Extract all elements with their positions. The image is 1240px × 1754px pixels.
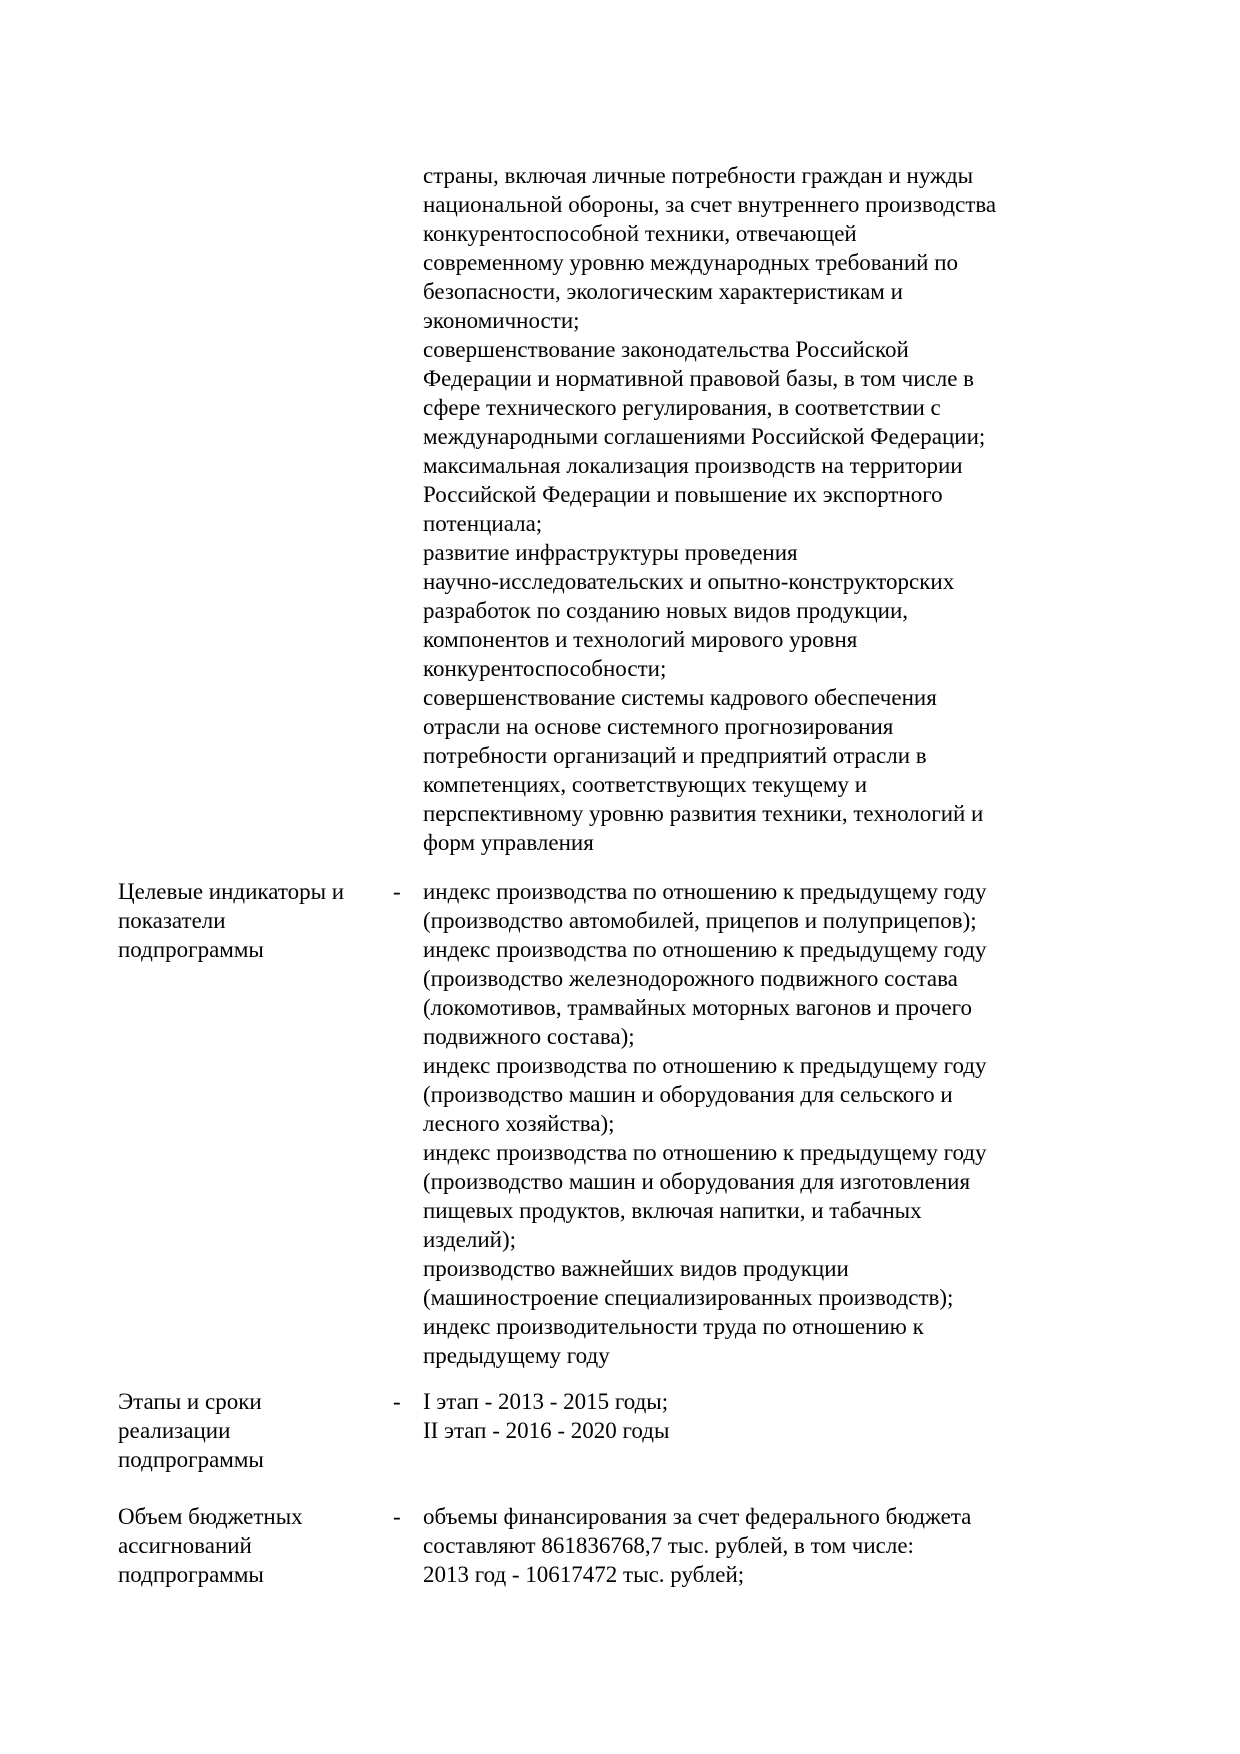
indicators-value: [423, 877, 1123, 1370]
stages-value: [423, 1387, 1123, 1445]
text-line: индекс производства по отношению к предыдущему году: [423, 1140, 987, 1165]
text-line: (производство машин и оборудования для сельского и: [423, 1082, 953, 1107]
text-line: II этап - 2016 - 2020 годы: [423, 1418, 670, 1443]
text-line: максимальная локализация производств на территории: [423, 453, 963, 478]
label-line: подпрограммы: [118, 937, 264, 962]
text-line: (производство железнодорожного подвижного состава: [423, 966, 958, 991]
text-line: индекс производства по отношению к предыдущему году: [423, 879, 987, 904]
indicators-label: [118, 877, 378, 964]
text-line: Российской Федерации и повышение их экспортного: [423, 482, 943, 507]
text-line: изделий);: [423, 1227, 517, 1252]
label-line: подпрограммы: [118, 1447, 264, 1472]
label-line: Объем бюджетных: [118, 1504, 303, 1529]
text-line: пищевых продуктов, включая напитки, и табачных: [423, 1198, 922, 1223]
text-line: национальной обороны, за счет внутреннего производства: [423, 192, 997, 217]
text-line: экономичности;: [423, 308, 580, 333]
label-line: реализации: [118, 1418, 231, 1443]
text-line: научно-исследовательских и опытно-конструкторских: [423, 569, 955, 594]
text-line: отрасли на основе системного прогнозирования: [423, 714, 894, 739]
label-line: Целевые индикаторы и: [118, 879, 345, 904]
text-line: подвижного состава);: [423, 1024, 635, 1049]
text-line: (производство машин и оборудования для изготовления: [423, 1169, 971, 1194]
text-line: совершенствование системы кадрового обеспечения: [423, 685, 937, 710]
text-line: потребности организаций и предприятий отрасли в: [423, 743, 927, 768]
text-line: индекс производства по отношению к предыдущему году: [423, 937, 987, 962]
text-line: объемы финансирования за счет федерального бюджета: [423, 1504, 972, 1529]
budget-value: [423, 1502, 1123, 1589]
text-line: конкурентоспособности;: [423, 656, 667, 681]
text-line: I этап - 2013 - 2015 годы;: [423, 1389, 669, 1414]
indicators-dash: -: [393, 879, 401, 904]
stages-label: [118, 1387, 378, 1474]
label-line: подпрограммы: [118, 1562, 264, 1587]
text-line: индекс производительности труда по отношению к: [423, 1314, 924, 1339]
budget-label: [118, 1502, 378, 1589]
budget-dash: -: [393, 1504, 401, 1529]
text-line: (машиностроение специализированных производств);: [423, 1285, 954, 1310]
goals-continuation-text: [423, 161, 1123, 857]
text-line: конкурентоспособной техники, отвечающей: [423, 221, 857, 246]
text-line: лесного хозяйства);: [423, 1111, 615, 1136]
text-line: (производство автомобилей, прицепов и полуприцепов);: [423, 908, 977, 933]
text-line: развитие инфраструктуры проведения: [423, 540, 798, 565]
label-line: показатели: [118, 908, 226, 933]
stages-dash: -: [393, 1389, 401, 1414]
text-line: предыдущему году: [423, 1343, 610, 1368]
text-line: Федерации и нормативной правовой базы, в том числе в: [423, 366, 975, 391]
text-line: индекс производства по отношению к предыдущему году: [423, 1053, 987, 1078]
text-line: перспективному уровню развития техники, технологий и: [423, 801, 984, 826]
text-line: составляют 861836768,7 тыс. рублей, в том числе:: [423, 1533, 914, 1558]
text-line: форм управления: [423, 830, 594, 855]
text-line: потенциала;: [423, 511, 543, 536]
label-line: Этапы и сроки: [118, 1389, 262, 1414]
text-line: совершенствование законодательства Российской: [423, 337, 909, 362]
text-line: компонентов и технологий мирового уровня: [423, 627, 858, 652]
text-line: страны, включая личные потребности граждан и нужды: [423, 163, 974, 188]
label-line: ассигнований: [118, 1533, 252, 1558]
text-line: современному уровню международных требований по: [423, 250, 959, 275]
text-line: международными соглашениями Российской Федерации;: [423, 424, 986, 449]
text-line: 2013 год - 10617472 тыс. рублей;: [423, 1562, 745, 1587]
text-line: (локомотивов, трамвайных моторных вагонов и прочего: [423, 995, 973, 1020]
text-line: разработок по созданию новых видов продукции,: [423, 598, 909, 623]
text-line: производство важнейших видов продукции: [423, 1256, 849, 1281]
text-line: сфере технического регулирования, в соответствии с: [423, 395, 941, 420]
text-line: безопасности, экологическим характеристикам и: [423, 279, 903, 304]
text-line: компетенциях, соответствующих текущему и: [423, 772, 868, 797]
